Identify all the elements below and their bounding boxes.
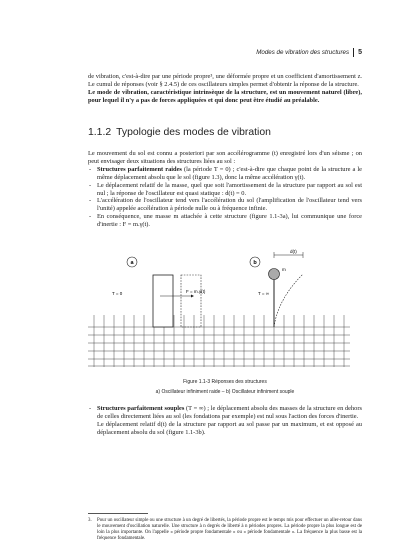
label-a: a — [130, 260, 134, 266]
ground-grid — [88, 315, 350, 367]
mass-label: m — [282, 267, 286, 272]
continuation-paragraph: Le déplacement relatif d(t) de la structure par rapport au sol passe par un maximum, et est opposé au déplacement absolu du sol (figure 1.1-3b). — [97, 420, 362, 436]
force-label: F = m.γ(t) — [186, 289, 206, 294]
bullet-bold: Structures parfaitement raides — [97, 165, 182, 173]
bullet-text: (T = ∞) ; le déplacement absolu des masses de la structure en dehors de celles directement liées au sol (les fondations par exemple) est nul sous l'action des forces d'inertie. — [97, 405, 362, 420]
deflected-shape — [274, 274, 303, 327]
list-item — [88, 182, 362, 198]
footnote-text: Pour un oscillateur simple ou une structure à un degré de libertés, la période propre est le temps mis pour effectuer un aller-retour dans le mouvement d'oscillation naturelle. Une structure à n degrés de liberté à n périodes propres. La période propre la plus longue est de loin la plus importante. On l'appelle « période propre fondamentale » ou « période fondamentale ». La fréquence la plus basse est la fréquence fondamentale. — [97, 518, 362, 541]
intro-block — [88, 73, 362, 105]
lead-paragraph: Le mouvement du sol est connu a posteriori par son accélérogramme (t) enregistré lors d'un séisme ; on peut envisager deux situations des structures liées au sol : — [88, 150, 362, 165]
bullet-text: En conséquence, une masse m attachée à cette structure (figure 1.1-3a), lui communique une force d'inertie : F = m.γ(t). — [97, 213, 362, 229]
section-number: 1.1.2 — [88, 127, 112, 138]
structure-response-figure — [88, 247, 350, 367]
bullet-text: (la période T = 0) ; c'est-à-dire que chaque point de la structure a le même déplacement absolu que le sol (figure 1.3), donc la même accélération γ(t). — [97, 165, 362, 181]
displacement-label: d(t) — [290, 249, 297, 254]
figure-caption-subtitle: a) Oscillateur infiniment raide – b) Oscillateur infiniment souple — [155, 389, 295, 395]
bullet-text: L'accélération de l'oscillateur tend vers l'accélération du sol (l'amplification de l'oscillateur tend vers l'unité) appelée accélération à période nulle ou à fréquence infinie. — [97, 197, 362, 213]
flexible-block — [88, 405, 362, 437]
figure-caption-title: Figure 1.1-3 Réponses des structures — [183, 379, 267, 385]
list-item — [88, 213, 362, 229]
running-header — [256, 48, 362, 57]
intro-paragraph: de vibration, c'est-à-dire par une période propre³, une déformée propre et un coefficient d'amortissement z. Le cumul de réponses (voir § 2.4.5) de ces oscillateurs simples permet d'obtenir la réponse de la structure. — [88, 73, 362, 88]
bullet-text: Le déplacement relatif de la masse, quel que soit l'amortissement de la structure par rapport au sol est nul ; la réponse de l'oscillateur est quasi statique : d(t) = 0. — [97, 181, 362, 197]
footnote — [88, 518, 362, 542]
bullet-bold: Structures parfaitement souples — [97, 405, 185, 412]
section-heading — [88, 127, 271, 138]
footnote-number: 3. — [88, 518, 92, 523]
t-zero-label: T = 0 — [112, 291, 123, 296]
section-body — [88, 150, 362, 229]
mass-circle — [269, 269, 280, 280]
bullet-list — [88, 405, 362, 421]
list-item — [88, 197, 362, 213]
page-number: 5 — [358, 49, 362, 56]
footnote-rule — [88, 513, 148, 514]
rigid-structure — [153, 275, 173, 327]
section-title: Typologie des modes de vibration — [116, 127, 271, 138]
t-infinite-label: T = ∞ — [258, 291, 270, 296]
label-b: b — [253, 260, 257, 266]
bullet-list — [88, 166, 362, 229]
mode-definition-paragraph: Le mode de vibration, caractéristique intrinsèque de la structure, est un mouvement naturel (libre), pour lequel il n'y a pas de forces appliquées et qui donc peut être étudié au préalable. — [88, 88, 362, 104]
header-divider — [353, 48, 354, 57]
force-arrowhead — [191, 295, 194, 298]
list-item — [88, 405, 362, 421]
running-title: Modes de vibration des structures — [256, 49, 350, 56]
list-item — [88, 166, 362, 182]
